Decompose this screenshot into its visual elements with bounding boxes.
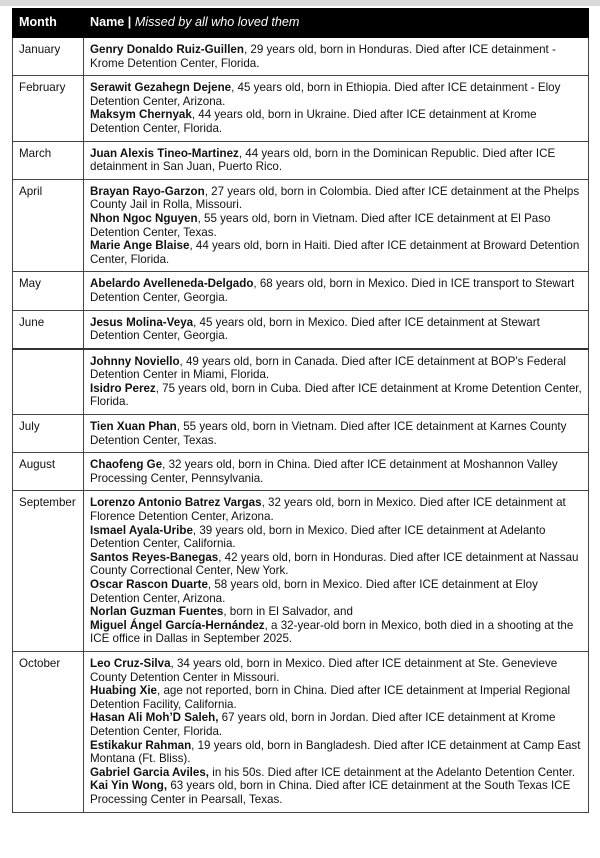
person-detail: , 44 years old, born in the Dominican Republic. Died after ICE detainment in San Juan, Puerto Rico. — [90, 146, 556, 174]
person-name: Kai Yin Wong, — [90, 779, 168, 793]
names-cell — [84, 76, 589, 141]
person-name: Chaofeng Ge — [90, 458, 163, 472]
table-header-row — [13, 9, 589, 38]
person-detail: , 44 years old, born in Ukraine. Died after ICE detainment at Krome Detention Center, Florida. — [90, 108, 537, 135]
person-name: Leo Cruz-Silva — [90, 656, 171, 670]
person-name: Miguel Ángel García-Hernández — [90, 618, 265, 632]
page-top-strip — [0, 0, 600, 6]
table-row — [13, 415, 589, 453]
person-detail: in his 50s. Died after ICE detainment at the Adelanto Detention Center. — [209, 765, 576, 779]
person-name: Gabriel Garcia Aviles, — [90, 765, 210, 779]
table-row — [13, 651, 589, 812]
table-row — [13, 349, 589, 415]
person-name: Ismael Ayala-Uribe — [90, 523, 193, 537]
person-detail: , 45 years old, born in Mexico. Died after ICE detainment at Stewart Detention Center, Georgia. — [90, 315, 540, 343]
person-detail: , 44 years old, born in Haiti. Died after ICE detainment at Broward Detention Center, Florida. — [90, 239, 580, 266]
person-name: Santos Reyes-Banegas — [90, 550, 219, 564]
person-name: Marie Ange Blaise — [90, 239, 190, 253]
person-detail: , 32 years old, born in Mexico. Died after ICE detainment at Florence Detention Center, Arizona. — [90, 496, 566, 524]
names-cell — [84, 38, 589, 76]
person-name: Lorenzo Antonio Batrez Vargas — [90, 496, 262, 510]
person-detail: , 58 years old, born in Mexico. Died after ICE detainment at Eloy Detention Center, Arizona. — [90, 578, 538, 605]
month-cell: August — [13, 453, 84, 491]
names-cell — [84, 415, 589, 453]
person-detail: , 34 years old, born in Mexico. Died after ICE detainment at Ste. Genevieve County Detention Center in Missouri. — [90, 656, 558, 684]
person-entry — [90, 212, 582, 239]
person-entry — [90, 420, 582, 447]
header-name — [84, 9, 589, 38]
names-cell — [84, 310, 589, 349]
person-detail: , 42 years old, born in Honduras. Died after ICE detainment at Nassau County Correctional Center, New York. — [90, 550, 579, 578]
person-entry — [90, 382, 582, 409]
person-entry — [90, 43, 582, 70]
person-entry — [90, 684, 582, 711]
person-entry — [90, 81, 582, 108]
person-detail: , 68 years old, born in Mexico. Died in ICE transport to Stewart Detention Center, Georgia. — [90, 277, 575, 304]
month-cell: July — [13, 415, 84, 453]
person-name: Oscar Rascon Duarte — [90, 578, 208, 591]
person-entry — [90, 779, 582, 806]
month-cell: September — [13, 491, 84, 652]
person-name: Brayan Rayo-Garzon — [90, 184, 205, 198]
person-entry — [90, 277, 582, 304]
person-detail: , 19 years old, born in Bangladesh. Died after ICE detainment at Camp East Montana (Ft. Bliss). — [90, 738, 581, 766]
person-name: Abelardo Avelleneda-Delgado — [90, 277, 254, 291]
table-row — [13, 272, 589, 310]
names-cell[interactable] — [84, 141, 589, 179]
person-detail: 67 years old, born in Jordan. Died after ICE detainment at Krome Detention Center, Florida. — [90, 711, 556, 738]
person-detail: , 32 years old, born in China. Died after ICE detainment at Moshannon Valley Processing Center, Pennsylvania. — [90, 458, 558, 485]
person-detail: , 29 years old, born in Honduras. Died after ICE detainment - Krome Detention Center, Florida. — [90, 43, 556, 70]
person-entry — [90, 605, 582, 619]
person-name: Huabing Xie — [90, 684, 157, 698]
names-cell — [84, 272, 589, 310]
month-cell: April — [13, 179, 84, 272]
person-name: Serawit Gezahegn Dejene — [90, 81, 232, 95]
month-cell: March — [13, 141, 84, 179]
person-entry — [90, 458, 582, 485]
person-detail: , 27 years old, born in Colombia. Died after ICE detainment at the Phelps County Jail in Rolla, Missouri. — [90, 184, 580, 212]
person-name: Norlan Guzman Fuentes — [90, 605, 224, 619]
document-page — [12, 8, 588, 813]
person-name: Maksym Chernyak — [90, 108, 192, 122]
names-cell — [84, 491, 589, 652]
month-cell — [13, 349, 84, 415]
person-name: Estikakur Rahman — [90, 738, 192, 752]
month-cell: June — [13, 310, 84, 349]
names-cell — [84, 453, 589, 491]
names-cell — [84, 651, 589, 812]
person-entry — [90, 524, 582, 551]
person-entry — [90, 578, 582, 605]
person-detail: 63 years old, born in China. Died after ICE detainment at the South Texas ICE Processing Center in Pearsall, Texas. — [90, 779, 571, 806]
header-subtitle: Missed by all who loved them — [134, 15, 300, 30]
person-detail: , a 32-year-old born in Mexico, both died in a shooting at the ICE office in Dallas in September 2025. — [90, 618, 574, 646]
table-row — [13, 453, 589, 491]
header-month: Month — [13, 9, 84, 38]
person-entry — [90, 766, 582, 780]
person-entry — [90, 147, 582, 174]
person-entry — [90, 711, 582, 738]
month-cell: January — [13, 38, 84, 76]
header-separator: | — [124, 15, 135, 30]
person-name: Isidro Perez — [90, 381, 156, 395]
person-name: Nhon Ngoc Nguyen — [90, 211, 198, 225]
deaths-table — [12, 8, 589, 813]
person-detail: , 55 years old, born in Vietnam. Died after ICE detainment at El Paso Detention Center, Texas. — [90, 211, 551, 239]
person-detail: , 55 years old, born in Vietnam. Died after ICE detainment at Karnes County Detention Center, Texas. — [90, 420, 567, 447]
table-row — [13, 310, 589, 349]
person-detail: , 39 years old, born in Mexico. Died after ICE detainment at Adelanto Detention Center, California. — [90, 523, 546, 551]
person-name: Tien Xuan Phan — [90, 420, 177, 434]
person-detail: , 75 years old, born in Cuba. Died after ICE detainment at Krome Detention Center, Florida. — [90, 381, 582, 409]
person-detail: , 45 years old, born in Ethiopia. Died after ICE detainment - Eloy Detention Center, Arizona. — [90, 81, 561, 108]
person-name: Hasan Ali Moh’D Saleh, — [90, 711, 219, 725]
person-entry — [90, 551, 582, 578]
table-body — [13, 38, 589, 813]
table-row — [13, 179, 589, 272]
table-row — [13, 38, 589, 76]
person-detail: , born in El Salvador, and — [223, 605, 353, 619]
person-entry — [90, 239, 582, 266]
month-cell: February — [13, 76, 84, 141]
person-name: Genry Donaldo Ruiz-Guillen — [90, 43, 244, 56]
person-entry — [90, 316, 582, 343]
person-name: Jesus Molina-Veya — [90, 315, 194, 329]
names-cell — [84, 349, 589, 415]
month-cell: May — [13, 272, 84, 310]
names-cell — [84, 179, 589, 272]
person-entry — [90, 108, 582, 135]
table-row — [13, 141, 589, 179]
person-entry — [90, 739, 582, 766]
person-entry — [90, 185, 582, 212]
header-name-label: Name — [90, 15, 125, 30]
person-entry — [90, 496, 582, 523]
table-row — [13, 76, 589, 141]
person-name: Juan Alexis Tineo-Martinez — [90, 146, 239, 160]
person-entry — [90, 619, 582, 646]
table-row — [13, 491, 589, 652]
person-entry — [90, 657, 582, 684]
person-detail: , 49 years old, born in Canada. Died after ICE detainment at BOP’s Federal Detention Center in Miami, Florida. — [90, 354, 567, 382]
person-detail: , age not reported, born in China. Died after ICE detainment at Imperial Regional Detention Facility, California. — [90, 684, 571, 711]
person-entry — [90, 355, 582, 382]
person-name: Johnny Noviello — [90, 354, 180, 368]
month-cell: October — [13, 651, 84, 812]
